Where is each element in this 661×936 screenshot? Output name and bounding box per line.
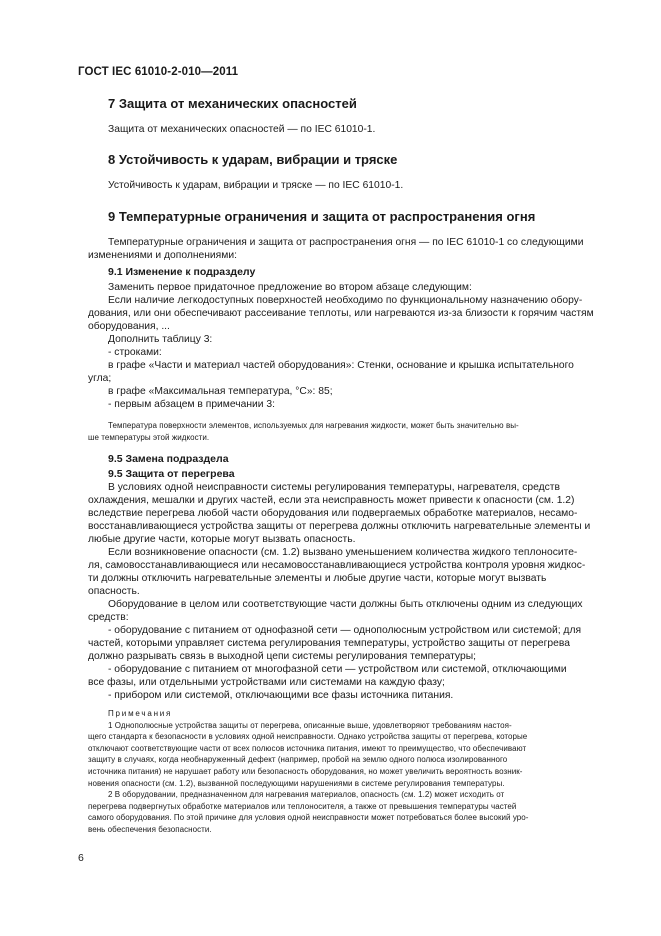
paragraph-line: восстанавливающиеся устройства защиты от перегрева должны отключить нагревательные элементы и [88,521,591,532]
subsection-9-5-heading: 9.5 Защита от перегрева [108,468,235,480]
note-line: перегрева подвергнутых обработке материалов или теплоносителя, а также от превышения температуры частей [88,801,517,811]
section-7-heading: 7 Защита от механических опасностей [108,96,357,111]
paragraph-line: Заменить первое придаточное предложение во втором абзаце следующим: [108,282,472,293]
paragraph-line: - оборудование с питанием от однофазной сети — однополюсным устройством или системой; для [108,625,582,636]
paragraph-line: опасность. [88,586,140,597]
paragraph-line: Если возникновение опасности (см. 1.2) вызвано уменьшением количества жидкого теплоносите- [108,547,578,558]
paragraph-line: Оборудование в целом или соответствующие части должны быть отключены одним из следующих [108,599,583,610]
note-line: новения опасности (см. 1.2), вызванной последующими нарушениями в системе регулирования температуры. [88,778,505,788]
paragraph-line: в графе «Максимальная температура, °С»: 85; [108,386,333,397]
note-line: источника питания) не нарушает работу или безопасность оборудования, но может увеличить вероятность возник- [88,766,523,776]
paragraph-line: средств: [88,612,129,623]
paragraph-line: ти должны отключить нагревательные элементы и любые другие части, которые могут вызвать [88,573,547,584]
section-9-intro [88,236,614,262]
paragraph-line: охлаждения, мешалки и других частей, если эта неисправность может привести к опасности (см. 1.2) [88,495,575,506]
subsection-9-1-note [88,420,614,443]
note-line: 2 В оборудовании, предназначенном для нагревания материалов, опасность (см. 1.2) может исходить от [108,790,505,800]
document-header: ГОСТ IEC 61010-2-010—2011 [78,66,239,78]
paragraph-line: в графе «Части и материал частей оборудования»: Стенки, основание и крышка испытательного [108,360,574,371]
notes-block [88,708,614,836]
paragraph-line: все фазы, или отдельными устройствами или системами на каждую фазу; [88,677,445,688]
paragraph-line: - прибором или системой, отключающими все фазы источника питания. [108,690,454,701]
paragraph-line: Температурные ограничения и защита от распространения огня — по IEC 61010-1 со следующими [108,237,584,248]
note-line: отключают соответствующие части от всех полюсов источника питания, имеют то преимущество, что обеспечивают [88,743,527,753]
paragraph-line: - оборудование с питанием от многофазной сети — устройством или системой, отключающими [108,664,567,675]
paragraph-line: угла; [88,373,112,384]
note-line: защиту в случаях, когда необнаруженный дефект (например, пробой на землю одного полюса изолированного [88,755,508,765]
paragraph-line: вследствие перегрева любой части оборудования или подвергаемых обработке материалов, несамо- [88,508,578,519]
paragraph-line: Если наличие легкодоступных поверхностей необходимо по функциональному назначению обору- [108,295,583,306]
paragraph-line: дования, или они обеспечивают рассеивание теплоты, или нагреваются из-за близости к горячим частям [88,308,594,319]
section-9-heading: 9 Температурные ограничения и защита от распространения огня [108,209,536,224]
paragraph-line: частей, которыми управляет система регулирования температуры, устройство защиты от перегрева [88,638,570,649]
section-7-text: Защита от механических опасностей — по IEC 61010-1. [108,124,376,135]
page-number: 6 [78,852,84,864]
paragraph-line: В условиях одной неисправности системы регулирования температуры, нагревателя, средств [108,482,560,493]
note-line: ше температуры этой жидкости. [88,432,210,442]
paragraph-line: - строками: [108,347,162,358]
note-line: вень обеспечения безопасности. [88,824,212,834]
paragraph-line: оборудования, ... [88,321,170,332]
paragraph-line: - первым абзацем в примечании 3: [108,399,276,410]
note-line: самого оборудования. По этой причине для условия одной неисправности может потребоваться более высокий уро- [88,813,529,823]
section-8-heading: 8 Устойчивость к ударам, вибрации и тряске [108,152,398,167]
note-line: Температура поверхности элементов, используемых для нагревания жидкости, может быть значительно вы- [108,421,519,430]
paragraph-line: Дополнить таблицу 3: [108,334,213,345]
paragraph-line: любые другие части, которые могут вызвать опасность. [88,534,356,545]
subsection-9-1-body [88,281,614,411]
subsection-9-5-replace-heading: 9.5 Замена подраздела [108,453,229,465]
section-8-text: Устойчивость к ударам, вибрации и тряске — по IEC 61010-1. [108,180,404,191]
subsection-9-1-heading: 9.1 Изменение к подразделу [108,266,256,278]
note-line: щего стандарта к безопасности в условиях одной неисправности. Однако устройства защиты от перегрева, которые [88,732,528,742]
notes-heading: Примечания [108,709,173,718]
paragraph-line: изменениями и дополнениями: [88,250,237,261]
paragraph-line: ля, самовосстанавливающиеся или несамовосстанавливающиеся устройства контроля уровня жидкос- [88,560,586,571]
subsection-9-5-body [88,481,614,702]
paragraph-line: должно разрывать связь в выходной цепи системы регулирования температуры; [88,651,476,662]
note-line: 1 Однополюсные устройства защиты от перегрева, описанные выше, удовлетворяют требованиям настоя- [108,720,512,730]
